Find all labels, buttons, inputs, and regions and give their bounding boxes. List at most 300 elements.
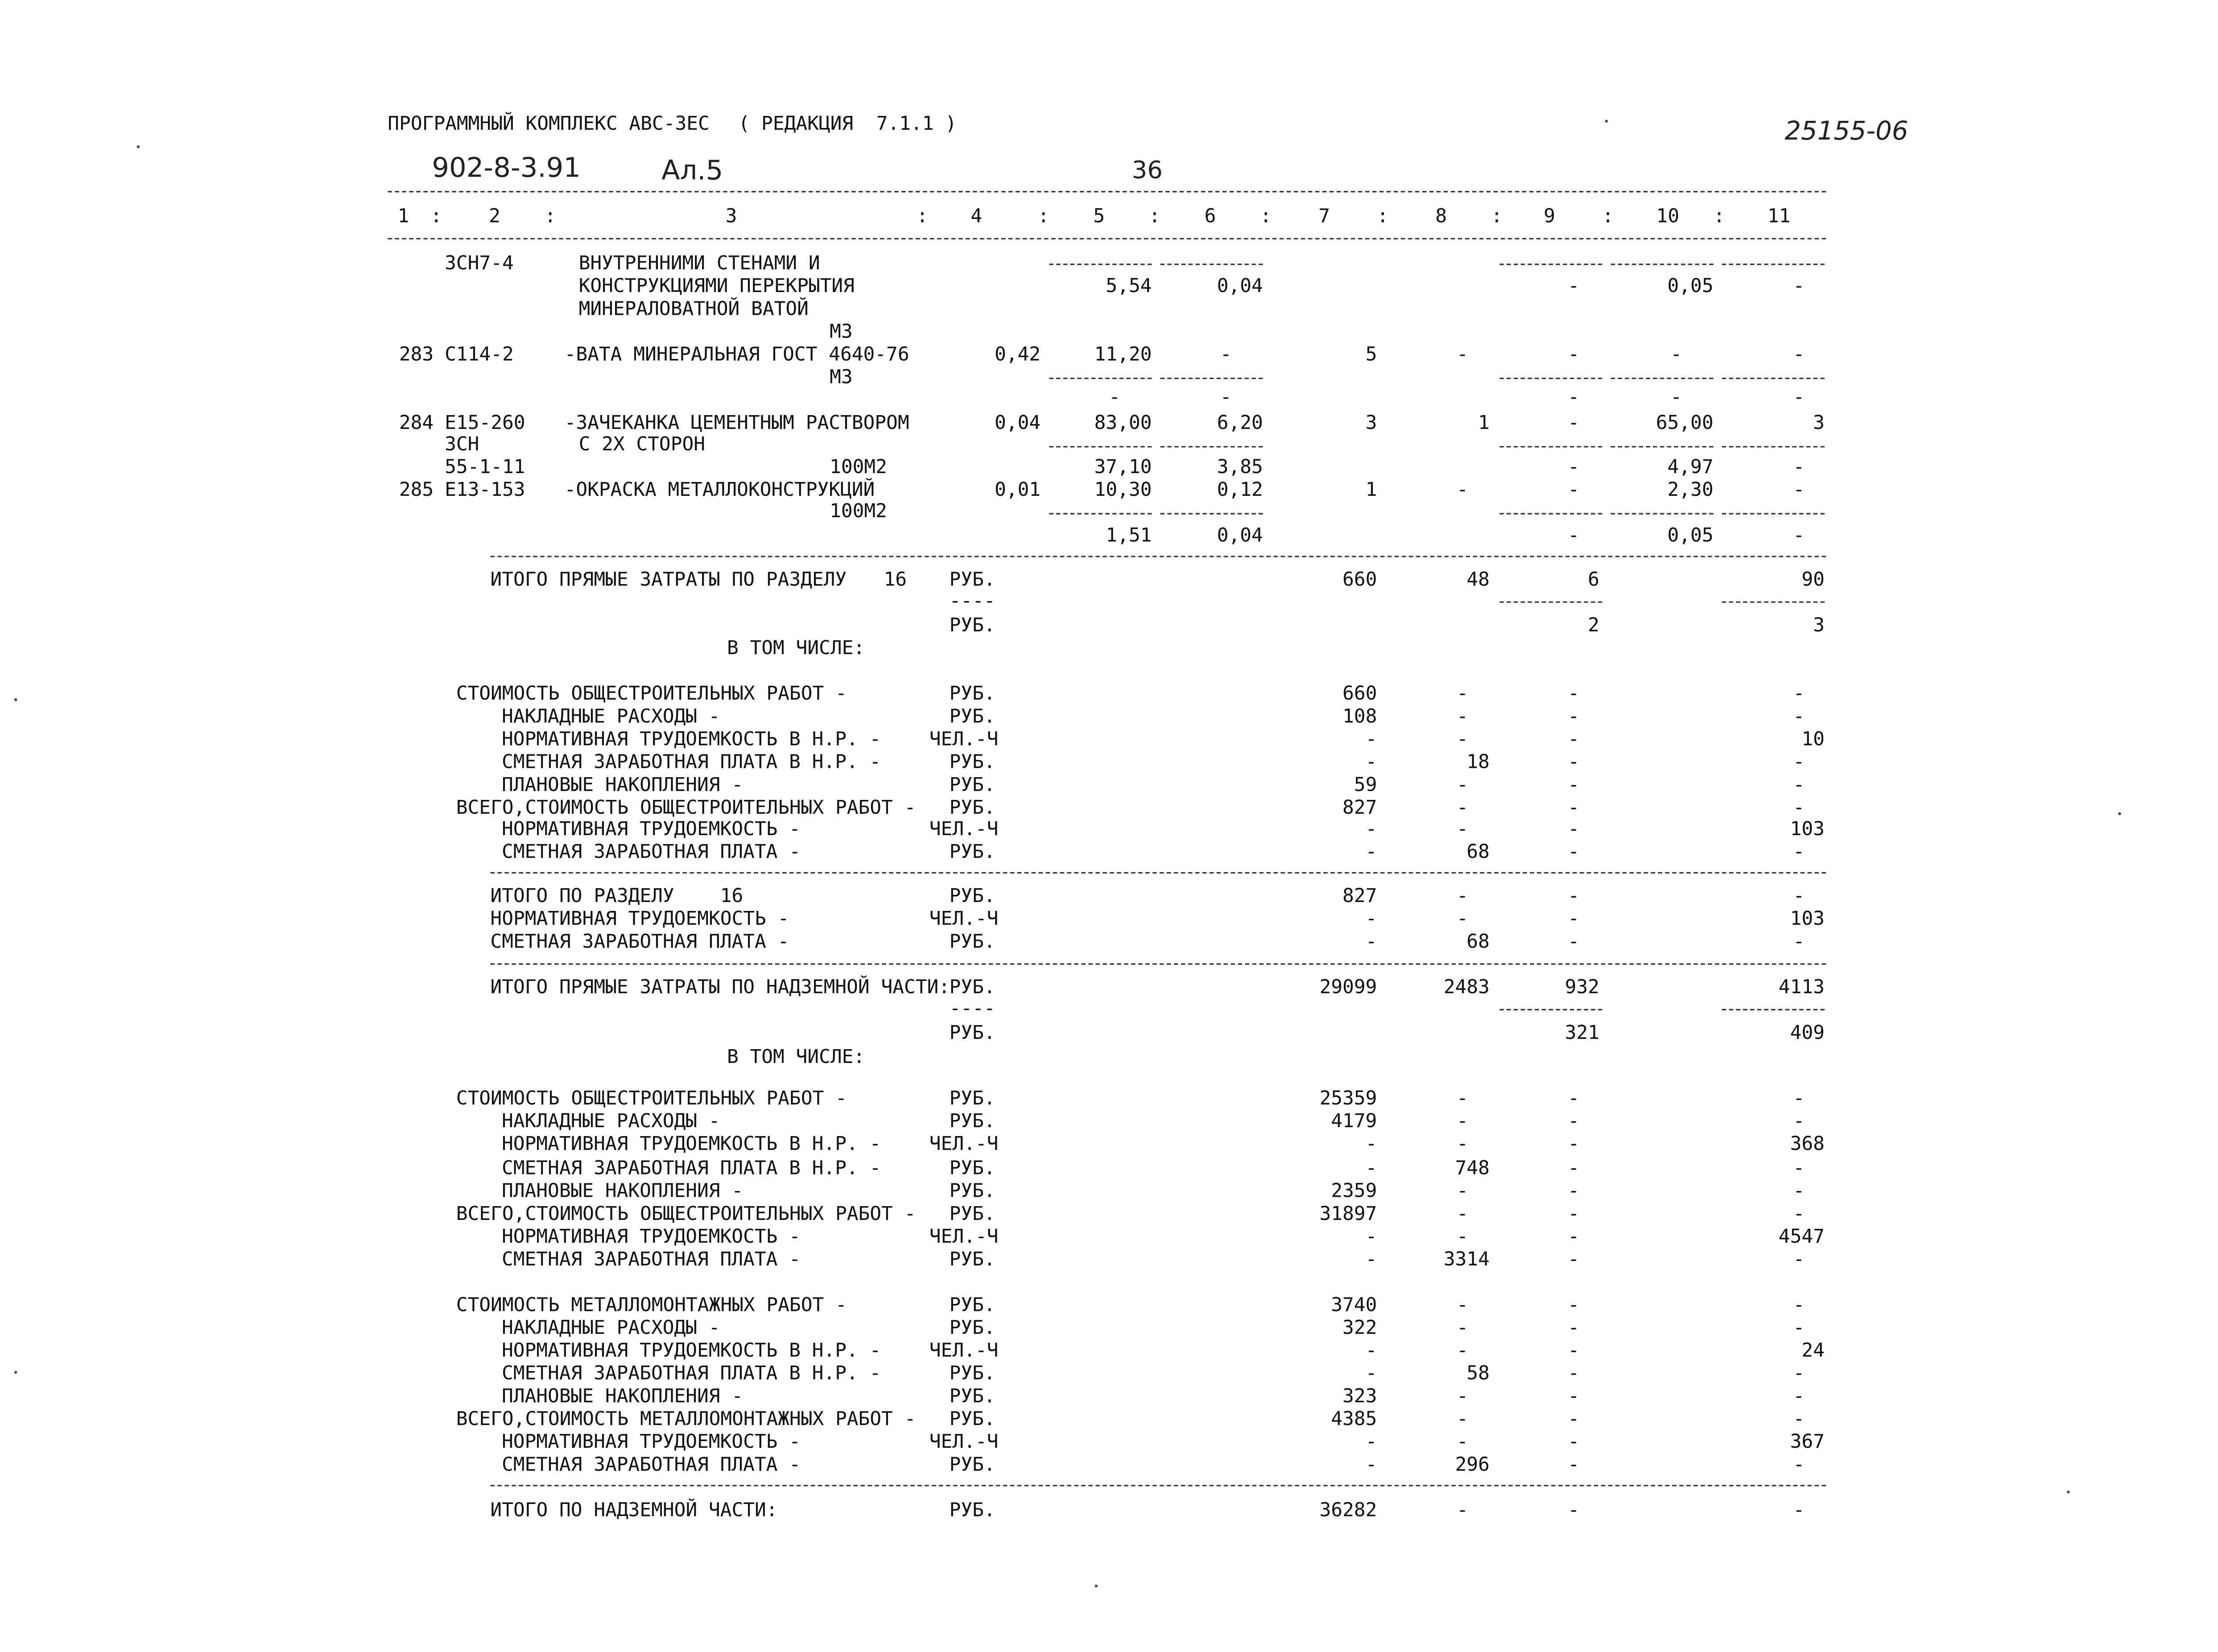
row-label: СТОИМОСТЬ ОБЩЕСТРОИТЕЛЬНЫХ РАБОТ - bbox=[456, 1088, 847, 1110]
cell-col11-sub: - bbox=[1793, 457, 1805, 479]
cell-col6-sub: - bbox=[1220, 387, 1232, 409]
subrule bbox=[1722, 378, 1825, 379]
cell-col11: - bbox=[1793, 886, 1805, 908]
cell-col11: - bbox=[1793, 842, 1805, 864]
cell-col7: 29099 bbox=[1319, 977, 1377, 999]
cell-col11: 90 bbox=[1801, 570, 1825, 592]
cell-col9-sub: - bbox=[1568, 457, 1580, 479]
header-rule-top bbox=[388, 191, 1826, 192]
item-unit: 100М2 bbox=[830, 457, 887, 479]
scan-speck bbox=[137, 145, 140, 148]
cell-col7: - bbox=[1365, 931, 1377, 953]
cell-col9: - bbox=[1568, 729, 1580, 751]
cell-col7: 827 bbox=[1342, 886, 1377, 908]
cell-col11: - bbox=[1793, 706, 1805, 728]
scan-speck bbox=[14, 698, 17, 701]
cell-col9-sub: - bbox=[1568, 526, 1580, 548]
cell-col7: 4179 bbox=[1331, 1112, 1377, 1133]
cell-col9: 6 bbox=[1588, 570, 1599, 592]
item-description: ВНУТРЕННИМИ СТЕНАМИ И bbox=[578, 253, 820, 275]
section-number: 16 bbox=[884, 570, 907, 592]
cell-col9: - bbox=[1568, 1181, 1580, 1203]
cell-col11: 4113 bbox=[1778, 977, 1825, 999]
cell-col7: - bbox=[1365, 729, 1377, 751]
cell-col7: 660 bbox=[1342, 570, 1377, 592]
subrule bbox=[1611, 446, 1713, 447]
cell-col10-sub: 4,97 bbox=[1667, 457, 1714, 479]
cell-col5: 83,00 bbox=[1094, 413, 1152, 435]
cell-col7: - bbox=[1365, 909, 1377, 931]
cell-col11: - bbox=[1793, 1250, 1805, 1272]
cell-col11: - bbox=[1793, 1088, 1805, 1110]
col-header-10: 10 bbox=[1656, 206, 1680, 228]
subrule bbox=[1049, 264, 1152, 265]
col-header-6: 6 bbox=[1204, 206, 1216, 228]
program-title: ПРОГРАММНЫЙ КОМПЛЕКС АВС-3ЕС bbox=[388, 114, 710, 136]
cell-col8: - bbox=[1457, 1204, 1468, 1226]
cell-col9: - bbox=[1568, 1364, 1580, 1385]
row-unit: РУБ. bbox=[949, 886, 995, 908]
cell-col6-sub: 0,04 bbox=[1217, 526, 1263, 548]
subrule bbox=[1499, 601, 1602, 603]
cell-col11: - bbox=[1793, 752, 1805, 774]
cell-col7: 322 bbox=[1342, 1318, 1377, 1340]
col-sep: : bbox=[1148, 206, 1161, 228]
cell-col9: - bbox=[1568, 480, 1580, 502]
row-label: ИТОГО ПО РАЗДЕЛУ 16 bbox=[490, 886, 743, 908]
subrule bbox=[1161, 378, 1263, 379]
col-sep: : bbox=[1377, 206, 1389, 228]
cell-col9: - bbox=[1568, 345, 1580, 367]
cell-col7: - bbox=[1365, 1432, 1377, 1454]
cell-col8: - bbox=[1457, 1409, 1468, 1431]
row-label: НОРМАТИВНАЯ ТРУДОЕМКОСТЬ - bbox=[501, 820, 801, 841]
item-code: 3СН7-4 bbox=[445, 253, 514, 275]
cell-col9-sub: - bbox=[1568, 387, 1580, 409]
row-unit: РУБ. bbox=[949, 1181, 995, 1203]
cell-col11: - bbox=[1793, 1409, 1805, 1431]
section-rule bbox=[490, 963, 1826, 964]
row-label: ИТОГО ПРЯМЫЕ ЗАТРАТЫ ПО НАДЗЕМНОЙ ЧАСТИ: bbox=[490, 977, 950, 999]
row-label: НОРМАТИВНАЯ ТРУДОЕМКОСТЬ - bbox=[501, 1227, 801, 1249]
row-unit: ЧЕЛ.-Ч bbox=[929, 909, 999, 931]
cell-col7: - bbox=[1365, 1158, 1377, 1179]
subrule bbox=[1611, 264, 1713, 265]
cell-col7: 36282 bbox=[1319, 1500, 1377, 1522]
row-unit: РУБ. bbox=[949, 1409, 995, 1431]
subrule bbox=[1499, 1009, 1602, 1010]
including-heading: В ТОМ ЧИСЛЕ: bbox=[727, 1047, 865, 1069]
row-label: ВСЕГО,СТОИМОСТЬ ОБЩЕСТРОИТЕЛЬНЫХ РАБОТ - bbox=[456, 1204, 916, 1226]
row-label: НОРМАТИВНАЯ ТРУДОЕМКОСТЬ - bbox=[501, 1432, 801, 1454]
row-label: ПЛАНОВЫЕ НАКОПЛЕНИЯ - bbox=[501, 1181, 743, 1203]
item-description: МИНЕРАЛОВАТНОЙ ВАТОЙ bbox=[578, 299, 809, 321]
cell-col8: 58 bbox=[1466, 1364, 1490, 1385]
cell-col8: - bbox=[1457, 480, 1468, 502]
row-unit: РУБ. bbox=[949, 706, 995, 728]
cell-col9: - bbox=[1568, 1204, 1580, 1226]
item-description: -ЗАЧЕКАНКА ЦЕМЕНТНЫМ РАСТВОРОМ bbox=[564, 413, 909, 435]
cell-col8: 18 bbox=[1466, 752, 1490, 774]
cell-col11-sub: - bbox=[1793, 526, 1805, 548]
item-description: КОНСТРУКЦИЯМИ ПЕРЕКРЫТИЯ bbox=[578, 276, 855, 298]
cell-col9: - bbox=[1568, 1500, 1580, 1522]
subrule bbox=[1722, 264, 1825, 265]
cell-col11: - bbox=[1793, 345, 1805, 367]
col-sep: : bbox=[1602, 206, 1614, 228]
cell-col11: - bbox=[1793, 684, 1805, 706]
cell-col7: - bbox=[1365, 752, 1377, 774]
cell-col10: - bbox=[1670, 345, 1682, 367]
row-label: СМЕТНАЯ ЗАРАБОТНАЯ ПЛАТА В Н.Р. - bbox=[501, 1364, 881, 1385]
col-sep: : bbox=[430, 206, 442, 228]
cell-col8: - bbox=[1457, 1295, 1468, 1317]
cell-col11: - bbox=[1793, 1455, 1805, 1477]
cell-col11-sub: 409 bbox=[1790, 1023, 1825, 1045]
cell-col7: 1 bbox=[1365, 480, 1377, 502]
cell-col9-sub: 2 bbox=[1588, 615, 1599, 637]
header-rule-bottom bbox=[388, 238, 1826, 239]
cell-col4: 0,04 bbox=[995, 413, 1041, 435]
cell-col9: - bbox=[1568, 706, 1580, 728]
col-sep: : bbox=[544, 206, 556, 228]
cell-col10: 0,05 bbox=[1667, 276, 1714, 298]
cell-col7: - bbox=[1365, 820, 1377, 841]
row-unit: ЧЕЛ.-Ч bbox=[929, 729, 999, 751]
cell-col7: 323 bbox=[1342, 1386, 1377, 1408]
row-label: СМЕТНАЯ ЗАРАБОТНАЯ ПЛАТА - bbox=[501, 1455, 801, 1477]
col-header-8: 8 bbox=[1435, 206, 1447, 228]
col-sep: : bbox=[1491, 206, 1503, 228]
cell-col6: 6,20 bbox=[1217, 413, 1263, 435]
cell-col8: - bbox=[1457, 684, 1468, 706]
cell-col8: - bbox=[1457, 1341, 1468, 1363]
cell-col9: - bbox=[1568, 1158, 1580, 1179]
cell-col5-sub: 37,10 bbox=[1094, 457, 1152, 479]
cell-col8: 68 bbox=[1466, 931, 1490, 953]
doc-code-handwritten: 902-8-3.91 bbox=[432, 152, 581, 184]
cell-col7: 25359 bbox=[1319, 1088, 1377, 1110]
cell-col8: 2483 bbox=[1443, 977, 1490, 999]
cell-col9: - bbox=[1568, 909, 1580, 931]
cell-col9: - bbox=[1568, 1318, 1580, 1340]
col-header-7: 7 bbox=[1318, 206, 1330, 228]
cell-col9: - bbox=[1568, 276, 1580, 298]
row-label: ВСЕГО,СТОИМОСТЬ ОБЩЕСТРОИТЕЛЬНЫХ РАБОТ - bbox=[456, 797, 916, 819]
row-unit: РУБ. bbox=[949, 1455, 995, 1477]
cell-col6-sub: 3,85 bbox=[1217, 457, 1263, 479]
subrule bbox=[1722, 601, 1825, 603]
cell-col10: 2,30 bbox=[1667, 480, 1714, 502]
item-code: С114-2 bbox=[445, 345, 514, 367]
cell-col8: 3314 bbox=[1443, 1250, 1490, 1272]
cell-col11: - bbox=[1793, 1112, 1805, 1133]
cell-col9: - bbox=[1568, 1135, 1580, 1157]
cell-col7: 31897 bbox=[1319, 1204, 1377, 1226]
cell-col11: - bbox=[1793, 1181, 1805, 1203]
row-label: ПЛАНОВЫЕ НАКОПЛЕНИЯ - bbox=[501, 1386, 743, 1408]
cell-col10-sub: - bbox=[1670, 387, 1682, 409]
item-description: -ВАТА МИНЕРАЛЬНАЯ ГОСТ 4640-76 bbox=[564, 345, 909, 367]
subrule bbox=[1499, 513, 1602, 515]
row-unit: РУБ. bbox=[949, 570, 995, 592]
cell-col6: - bbox=[1220, 345, 1232, 367]
cell-col8: 48 bbox=[1466, 570, 1490, 592]
col-header-2: 2 bbox=[489, 206, 500, 228]
cell-col8: 1 bbox=[1478, 413, 1490, 435]
cell-col7: - bbox=[1365, 1455, 1377, 1477]
cell-col9: - bbox=[1568, 886, 1580, 908]
cell-col8: - bbox=[1457, 1227, 1468, 1249]
cell-col11: 4547 bbox=[1778, 1227, 1825, 1249]
scan-speck bbox=[1095, 1585, 1098, 1587]
cell-col11: - bbox=[1793, 1295, 1805, 1317]
cell-col9: - bbox=[1568, 684, 1580, 706]
col-header-1: 1 bbox=[397, 206, 409, 228]
cell-col7: 660 bbox=[1342, 684, 1377, 706]
cell-col7: - bbox=[1365, 1364, 1377, 1385]
row-unit: РУБ. bbox=[949, 684, 995, 706]
cell-col8: - bbox=[1457, 1088, 1468, 1110]
cell-col9: 932 bbox=[1565, 977, 1599, 999]
item-unit: 100М2 bbox=[830, 501, 887, 523]
cell-col11: 367 bbox=[1790, 1432, 1825, 1454]
row-label: НАКЛАДНЫЕ РАСХОДЫ - bbox=[501, 1318, 720, 1340]
cell-col11: - bbox=[1793, 276, 1805, 298]
row-unit: РУБ. bbox=[949, 615, 995, 637]
row-unit: РУБ. bbox=[949, 775, 995, 796]
section-rule bbox=[490, 1485, 1826, 1486]
row-unit: РУБ. bbox=[949, 1204, 995, 1226]
cell-col11: - bbox=[1793, 480, 1805, 502]
cell-col5: 10,30 bbox=[1094, 480, 1152, 502]
row-label: НОРМАТИВНАЯ ТРУДОЕМКОСТЬ В Н.Р. - bbox=[501, 1135, 881, 1157]
row-label: ВСЕГО,СТОИМОСТЬ МЕТАЛЛОМОНТАЖНЫХ РАБОТ - bbox=[456, 1409, 916, 1431]
cell-col8: 296 bbox=[1455, 1455, 1490, 1477]
cell-col5-sub: - bbox=[1109, 387, 1121, 409]
cell-col8: 748 bbox=[1455, 1158, 1490, 1179]
cell-col11: - bbox=[1793, 931, 1805, 953]
sheet-label-handwritten: Ал.5 bbox=[661, 155, 723, 187]
row-unit: ЧЕЛ.-Ч bbox=[929, 820, 999, 841]
row-unit: РУБ. bbox=[949, 797, 995, 819]
row-unit: РУБ. bbox=[949, 1023, 995, 1045]
subrule bbox=[1611, 378, 1713, 379]
cell-col11: - bbox=[1793, 1386, 1805, 1408]
item-number: 284 bbox=[399, 413, 434, 435]
col-header-3: 3 bbox=[725, 206, 737, 228]
cell-col8: - bbox=[1457, 1432, 1468, 1454]
col-sep: : bbox=[1713, 206, 1725, 228]
program-edition: ( РЕДАКЦИЯ 7.1.1 ) bbox=[738, 114, 957, 136]
cell-col11: - bbox=[1793, 1500, 1805, 1522]
cell-col9: - bbox=[1568, 1250, 1580, 1272]
cell-col8: - bbox=[1457, 729, 1468, 751]
cell-col8: - bbox=[1457, 909, 1468, 931]
cell-col6: 0,04 bbox=[1217, 276, 1263, 298]
col-header-4: 4 bbox=[971, 206, 983, 228]
cell-col11: - bbox=[1793, 1204, 1805, 1226]
item-code: 55-1-11 bbox=[445, 457, 525, 479]
cell-col5-sub: 1,51 bbox=[1106, 526, 1152, 548]
cell-col11: 368 bbox=[1790, 1135, 1825, 1157]
row-unit: ЧЕЛ.-Ч bbox=[929, 1341, 999, 1363]
row-label: НАКЛАДНЫЕ РАСХОДЫ - bbox=[501, 706, 720, 728]
cell-col9: - bbox=[1568, 1341, 1580, 1363]
cell-col8: 68 bbox=[1466, 842, 1490, 864]
cell-col7: 3 bbox=[1365, 413, 1377, 435]
cell-col9: - bbox=[1568, 1227, 1580, 1249]
row-unit: ЧЕЛ.-Ч bbox=[929, 1432, 999, 1454]
section-rule bbox=[490, 556, 1826, 557]
row-unit: РУБ. bbox=[949, 1364, 995, 1385]
cell-col7: 827 bbox=[1342, 797, 1377, 819]
row-label: СМЕТНАЯ ЗАРАБОТНАЯ ПЛАТА - bbox=[501, 1250, 801, 1272]
row-label: НОРМАТИВНАЯ ТРУДОЕМКОСТЬ - bbox=[490, 909, 789, 931]
row-unit: РУБ. bbox=[949, 1088, 995, 1110]
cell-col10-sub: 0,05 bbox=[1667, 526, 1714, 548]
subrule bbox=[1499, 264, 1602, 265]
cell-col8: - bbox=[1457, 1112, 1468, 1133]
including-heading: В ТОМ ЧИСЛЕ: bbox=[727, 638, 865, 660]
cell-col7: - bbox=[1365, 1227, 1377, 1249]
cell-col5: 5,54 bbox=[1106, 276, 1152, 298]
row-label: ИТОГО ПО НАДЗЕМНОЙ ЧАСТИ: bbox=[490, 1500, 778, 1522]
cell-col11: 10 bbox=[1801, 729, 1825, 751]
cell-col9: - bbox=[1568, 1295, 1580, 1317]
row-unit: РУБ. bbox=[949, 842, 995, 864]
cell-col7: - bbox=[1365, 1135, 1377, 1157]
row-label: ИТОГО ПРЯМЫЕ ЗАТРАТЫ ПО РАЗДЕЛУ bbox=[490, 570, 847, 592]
item-code: 3СН bbox=[445, 434, 479, 456]
row-unit: ЧЕЛ.-Ч bbox=[929, 1135, 999, 1157]
row-unit: ЧЕЛ.-Ч bbox=[929, 1227, 999, 1249]
subrule bbox=[1049, 513, 1152, 515]
row-label: СМЕТНАЯ ЗАРАБОТНАЯ ПЛАТА В Н.Р. - bbox=[501, 1158, 881, 1179]
cell-col6: 0,12 bbox=[1217, 480, 1263, 502]
corner-number-handwritten: 25155-06 bbox=[1784, 117, 1908, 147]
cell-col7: - bbox=[1365, 1250, 1377, 1272]
subrule bbox=[1499, 446, 1602, 447]
row-unit: РУБ. bbox=[949, 1318, 995, 1340]
row-unit: РУБ. bbox=[949, 1500, 995, 1522]
item-code: Е15-260 bbox=[445, 413, 525, 435]
row-label: СТОИМОСТЬ МЕТАЛЛОМОНТАЖНЫХ РАБОТ - bbox=[456, 1295, 847, 1317]
col-header-9: 9 bbox=[1544, 206, 1555, 228]
item-code: Е13-153 bbox=[445, 480, 525, 502]
cell-col11: 3 bbox=[1813, 413, 1825, 435]
subrule bbox=[1161, 513, 1263, 515]
cell-col7: - bbox=[1365, 842, 1377, 864]
cell-col11-sub: - bbox=[1793, 387, 1805, 409]
row-unit-dash: ---- bbox=[949, 999, 995, 1021]
cell-col9: - bbox=[1568, 820, 1580, 841]
cell-col7: 4385 bbox=[1331, 1409, 1377, 1431]
row-unit: РУБ. bbox=[949, 1386, 995, 1408]
cell-col4: 0,42 bbox=[995, 345, 1041, 367]
row-unit: РУБ. bbox=[949, 1158, 995, 1179]
cell-col9: - bbox=[1568, 752, 1580, 774]
row-unit: РУБ. bbox=[949, 977, 995, 999]
cell-col5: 11,20 bbox=[1094, 345, 1152, 367]
subrule bbox=[1049, 378, 1152, 379]
cell-col11: 103 bbox=[1790, 909, 1825, 931]
cell-col7: - bbox=[1365, 1341, 1377, 1363]
cell-col9: - bbox=[1568, 1112, 1580, 1133]
page-number-handwritten: 36 bbox=[1132, 157, 1163, 185]
cell-col8: - bbox=[1457, 820, 1468, 841]
row-unit: РУБ. bbox=[949, 1250, 995, 1272]
cell-col9: - bbox=[1568, 797, 1580, 819]
cell-col9: - bbox=[1568, 1409, 1580, 1431]
cell-col9: - bbox=[1568, 1432, 1580, 1454]
cell-col8: - bbox=[1457, 775, 1468, 796]
cell-col11: - bbox=[1793, 1364, 1805, 1385]
scan-speck bbox=[14, 1371, 17, 1374]
cell-col4: 0,01 bbox=[995, 480, 1041, 502]
cell-col9: - bbox=[1568, 842, 1580, 864]
cell-col7: 59 bbox=[1354, 775, 1377, 796]
cell-col11: - bbox=[1793, 797, 1805, 819]
col-sep: : bbox=[1260, 206, 1272, 228]
cell-col8: - bbox=[1457, 1135, 1468, 1157]
row-label: СМЕТНАЯ ЗАРАБОТНАЯ ПЛАТА - bbox=[490, 931, 789, 953]
cell-col9: - bbox=[1568, 1455, 1580, 1477]
cell-col8: - bbox=[1457, 706, 1468, 728]
col-header-5: 5 bbox=[1093, 206, 1105, 228]
col-sep: : bbox=[917, 206, 928, 228]
row-label: ПЛАНОВЫЕ НАКОПЛЕНИЯ - bbox=[501, 775, 743, 796]
subrule bbox=[1161, 264, 1263, 265]
cell-col11: - bbox=[1793, 775, 1805, 796]
cell-col8: - bbox=[1457, 886, 1468, 908]
cell-col11: - bbox=[1793, 1318, 1805, 1340]
cell-col9: - bbox=[1568, 1088, 1580, 1110]
cell-col9: - bbox=[1568, 775, 1580, 796]
subrule bbox=[1722, 513, 1825, 515]
row-label: СМЕТНАЯ ЗАРАБОТНАЯ ПЛАТА - bbox=[501, 842, 801, 864]
subrule bbox=[1161, 446, 1263, 447]
cell-col7: 2359 bbox=[1331, 1181, 1377, 1203]
cell-col11: 24 bbox=[1801, 1341, 1825, 1363]
item-unit: М3 bbox=[830, 322, 853, 344]
row-label: СМЕТНАЯ ЗАРАБОТНАЯ ПЛАТА В Н.Р. - bbox=[501, 752, 881, 774]
cell-col7: 5 bbox=[1365, 345, 1377, 367]
cell-col11: 103 bbox=[1790, 820, 1825, 841]
scan-speck bbox=[1605, 119, 1608, 122]
scan-speck bbox=[2067, 1491, 2069, 1493]
cell-col7: 3740 bbox=[1331, 1295, 1377, 1317]
row-label: НОРМАТИВНАЯ ТРУДОЕМКОСТЬ В Н.Р. - bbox=[501, 729, 881, 751]
scan-speck bbox=[2118, 812, 2121, 815]
item-number: 285 bbox=[399, 480, 434, 502]
cell-col11-sub: 3 bbox=[1813, 615, 1825, 637]
col-sep: : bbox=[1037, 206, 1049, 228]
subrule bbox=[1611, 513, 1713, 515]
subrule bbox=[1499, 378, 1602, 379]
item-number: 283 bbox=[399, 345, 434, 367]
cell-col8: - bbox=[1457, 1500, 1468, 1522]
item-description: С 2Х СТОРОН bbox=[578, 434, 706, 456]
cell-col8: - bbox=[1457, 1181, 1468, 1203]
row-label: НАКЛАДНЫЕ РАСХОДЫ - bbox=[501, 1112, 720, 1133]
col-header-11: 11 bbox=[1767, 206, 1791, 228]
cell-col7: 108 bbox=[1342, 706, 1377, 728]
subrule bbox=[1722, 1009, 1825, 1010]
subrule bbox=[1722, 446, 1825, 447]
row-unit: РУБ. bbox=[949, 1295, 995, 1317]
cell-col9: - bbox=[1568, 1386, 1580, 1408]
